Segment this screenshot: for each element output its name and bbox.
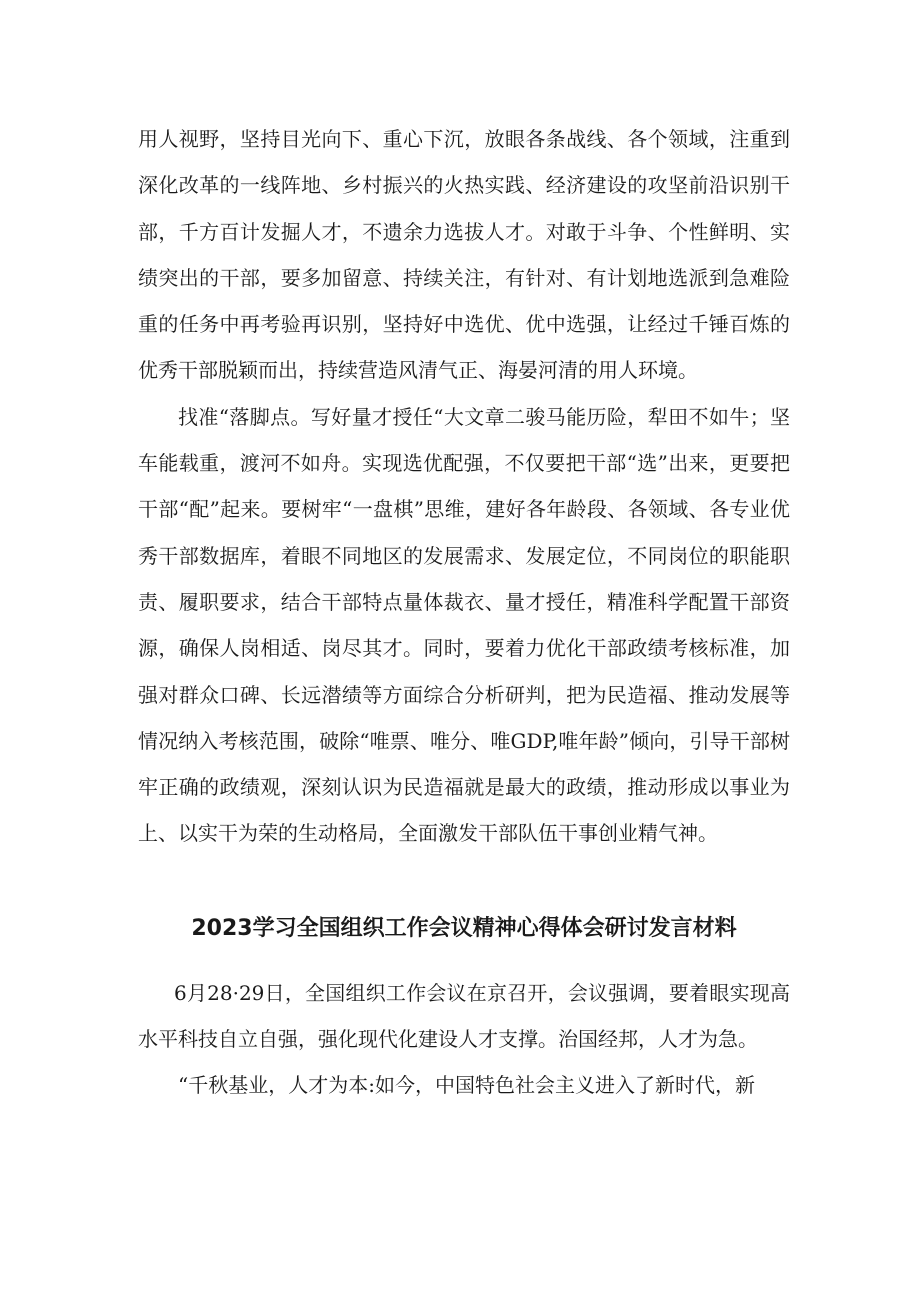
section-heading: 2023学习全国组织工作会议精神心得体会研讨发言材料	[191, 915, 737, 941]
body-paragraph-3: 6月28·29日，全国组织工作会议在京召开，会议强调，要着眼实现高水平科技自立自强，强化现代化建设人才支撑。治国经邦，人才为急。	[138, 980, 790, 1052]
document-body	[138, 116, 790, 1109]
heading-spacer	[138, 954, 790, 970]
body-paragraph-2: 找准“落脚点。写好量才授任“大文章二骏马能历险，犁田不如牛；坚车能载重，渡河不如舟。实现选优配强，不仅要把干部“选”出来，更要把干部“配”起来。要树牢“一盘棋”思维，建好各年龄段、各领域、各专业优秀干部数据库，着眼不同地区的发展需求、发展定位，不同岗位的职能职责、履职要求，结合干部特点量体裁衣、量才授任，精准科学配置干部资源，确保人岗相适、岗尽其才。同时，要着力优化干部政绩考核标准，加强对群众口碑、长远潜绩等方面综合分析研判，把为民造福、推动发展等情况纳入考核范围，破除“唯票、唯分、唯GDP,唯年龄”倾向，引导干部树牢正确的政绩观，深刻认识为民造福就是最大的政绩，推动形成以事业为上、以实干为荣的生动格局，全面激发干部队伍干事创业精气神。	[138, 404, 790, 846]
body-paragraph-4: “千秋基业，人才为本:如今，中国特色社会主义进入了新时代，新	[178, 1073, 755, 1098]
section-spacer	[138, 857, 790, 904]
body-paragraph-1: 用人视野，坚持目光向下、重心下沉，放眼各条战线、各个领域，注重到深化改革的一线阵地、乡村振兴的火热实践、经济建设的攻坚前沿识别干部，千方百计发掘人才，不遗余力选拔人才。对敢于斗争、个性鲜明、实绩突出的干部，要多加留意、持续关注，有针对、有计划地选派到急难险重的任务中再考验再识别，坚持好中选优、优中选强，让经过千锤百炼的优秀干部脱颖而出，持续营造风清气正、海晏河清的用人环境。	[138, 127, 790, 383]
